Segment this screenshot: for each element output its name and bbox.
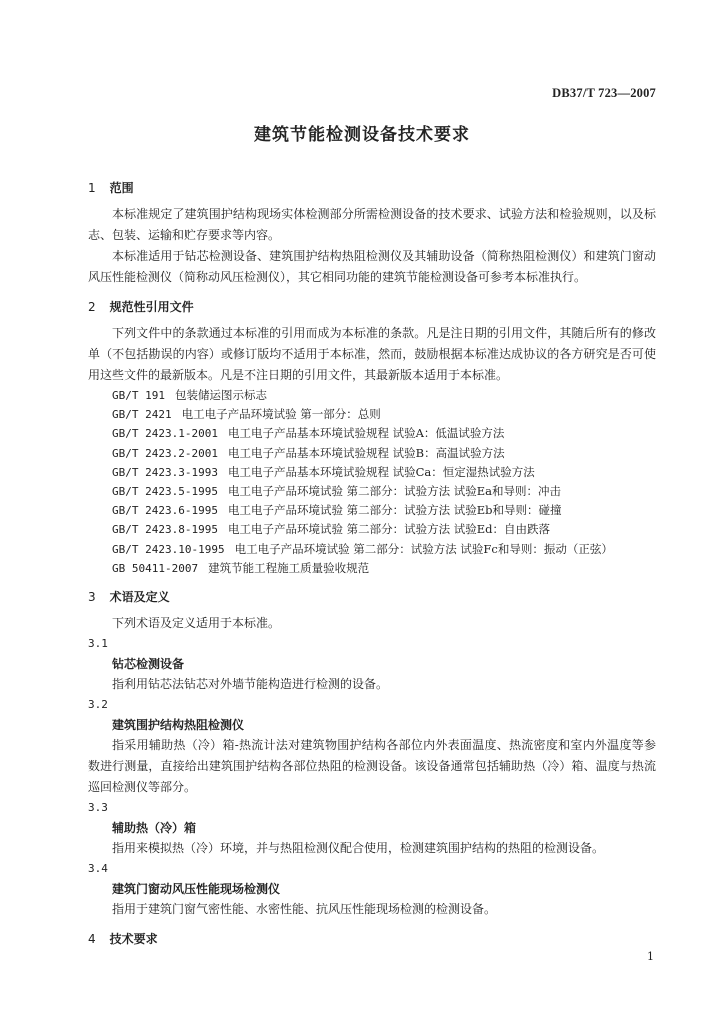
term-number: 3.3 [88, 801, 108, 815]
section-heading-1: 1 范围 [88, 181, 134, 195]
term-title: 钻芯检测设备 [112, 657, 185, 672]
term-definition: 指采用辅助热（冷）箱-热流计法对建筑物围护结构各部位内外表面温度、热流密度和室内外温度等参数进行测量，直接给出建筑围护结构各部位热阻的检测设备。该设备通常包括辅助热（冷）箱、温度与热流巡回检测仪等部分。 [88, 738, 656, 795]
section-heading-4: 4 技术要求 [88, 932, 158, 947]
term-number: 3.2 [88, 698, 108, 712]
document-title: 建筑节能检测设备技术要求 [254, 125, 470, 145]
paragraph: 下列术语及定义适用于本标准。 [112, 616, 281, 631]
section-heading-2: 2 规范性引用文件 [88, 300, 194, 314]
term-definition: 指用于建筑门窗气密性能、水密性能、抗风压性能现场检测的检测设备。 [112, 902, 497, 917]
term-title: 辅助热（冷）箱 [112, 821, 197, 836]
reference-item: GB/T 2423.5-1995 电工电子产品环境试验 第二部分：试验方法 试验Ea和导则：冲击 [112, 484, 562, 499]
term-definition: 指用来模拟热（冷）环境，并与热阻检测仪配合使用，检测建筑围护结构的热阻的检测设备。 [112, 841, 605, 856]
reference-item: GB 50411-2007 建筑节能工程施工质量验收规范 [112, 560, 370, 575]
reference-item: GB/T 2423.1-2001 电工电子产品基本环境试验规程 试验A：低温试验方法 [112, 426, 505, 441]
reference-item: GB/T 191 包装储运图示标志 [112, 388, 267, 402]
paragraph: 本标准适用于钻芯检测设备、建筑围护结构热阻检测仪及其辅助设备（简称热阻检测仪）和建筑门窗动风压性能检测仪（简称动风压检测仪），其它相同功能的建筑节能检测设备可参考本标准执行。 [88, 249, 656, 284]
reference-item: GB/T 2423.3-1993 电工电子产品基本环境试验规程 试验Ca：恒定湿热试验方法 [112, 464, 535, 479]
reference-item: GB/T 2423.10-1995 电工电子产品环境试验 第二部分：试验方法 试验Fc和导则：振动（正弦） [112, 541, 613, 556]
term-title: 建筑围护结构热阻检测仪 [112, 718, 245, 733]
document-body [88, 178, 656, 949]
section-heading-3: 3 术语及定义 [88, 590, 170, 605]
term-definition: 指利用钻芯法钻芯对外墙节能构造进行检测的设备。 [112, 677, 389, 692]
reference-item: GB/T 2421 电工电子产品环境试验 第一部分：总则 [112, 407, 381, 422]
reference-item: GB/T 2423.8-1995 电工电子产品环境试验 第二部分：试验方法 试验Ed：自由跌落 [112, 522, 551, 537]
term-number: 3.1 [88, 637, 108, 651]
term-number: 3.4 [88, 862, 108, 876]
term-title: 建筑门窗动风压性能现场检测仪 [112, 882, 281, 897]
paragraph: 本标准规定了建筑围护结构现场实体检测部分所需检测设备的技术要求、试验方法和检验规则，以及标志、包装、运输和贮存要求等内容。 [88, 207, 656, 242]
reference-item: GB/T 2423.6-1995 电工电子产品环境试验 第二部分：试验方法 试验Eb和导则：碰撞 [112, 503, 562, 518]
page-number: 1 [647, 950, 654, 963]
standard-code: DB37/T 723—2007 [552, 86, 656, 100]
reference-item: GB/T 2423.2-2001 电工电子产品基本环境试验规程 试验B：高温试验方法 [112, 445, 505, 460]
paragraph: 下列文件中的条款通过本标准的引用而成为本标准的条款。凡是注日期的引用文件，其随后所有的修改单（不包括勘误的内容）或修订版均不适用于本标准，然而，鼓励根据本标准达成协议的各方研究是否可使用这些文件的最新版本。凡是不注日期的引用文件，其最新版本适用于本标准。 [88, 326, 656, 382]
